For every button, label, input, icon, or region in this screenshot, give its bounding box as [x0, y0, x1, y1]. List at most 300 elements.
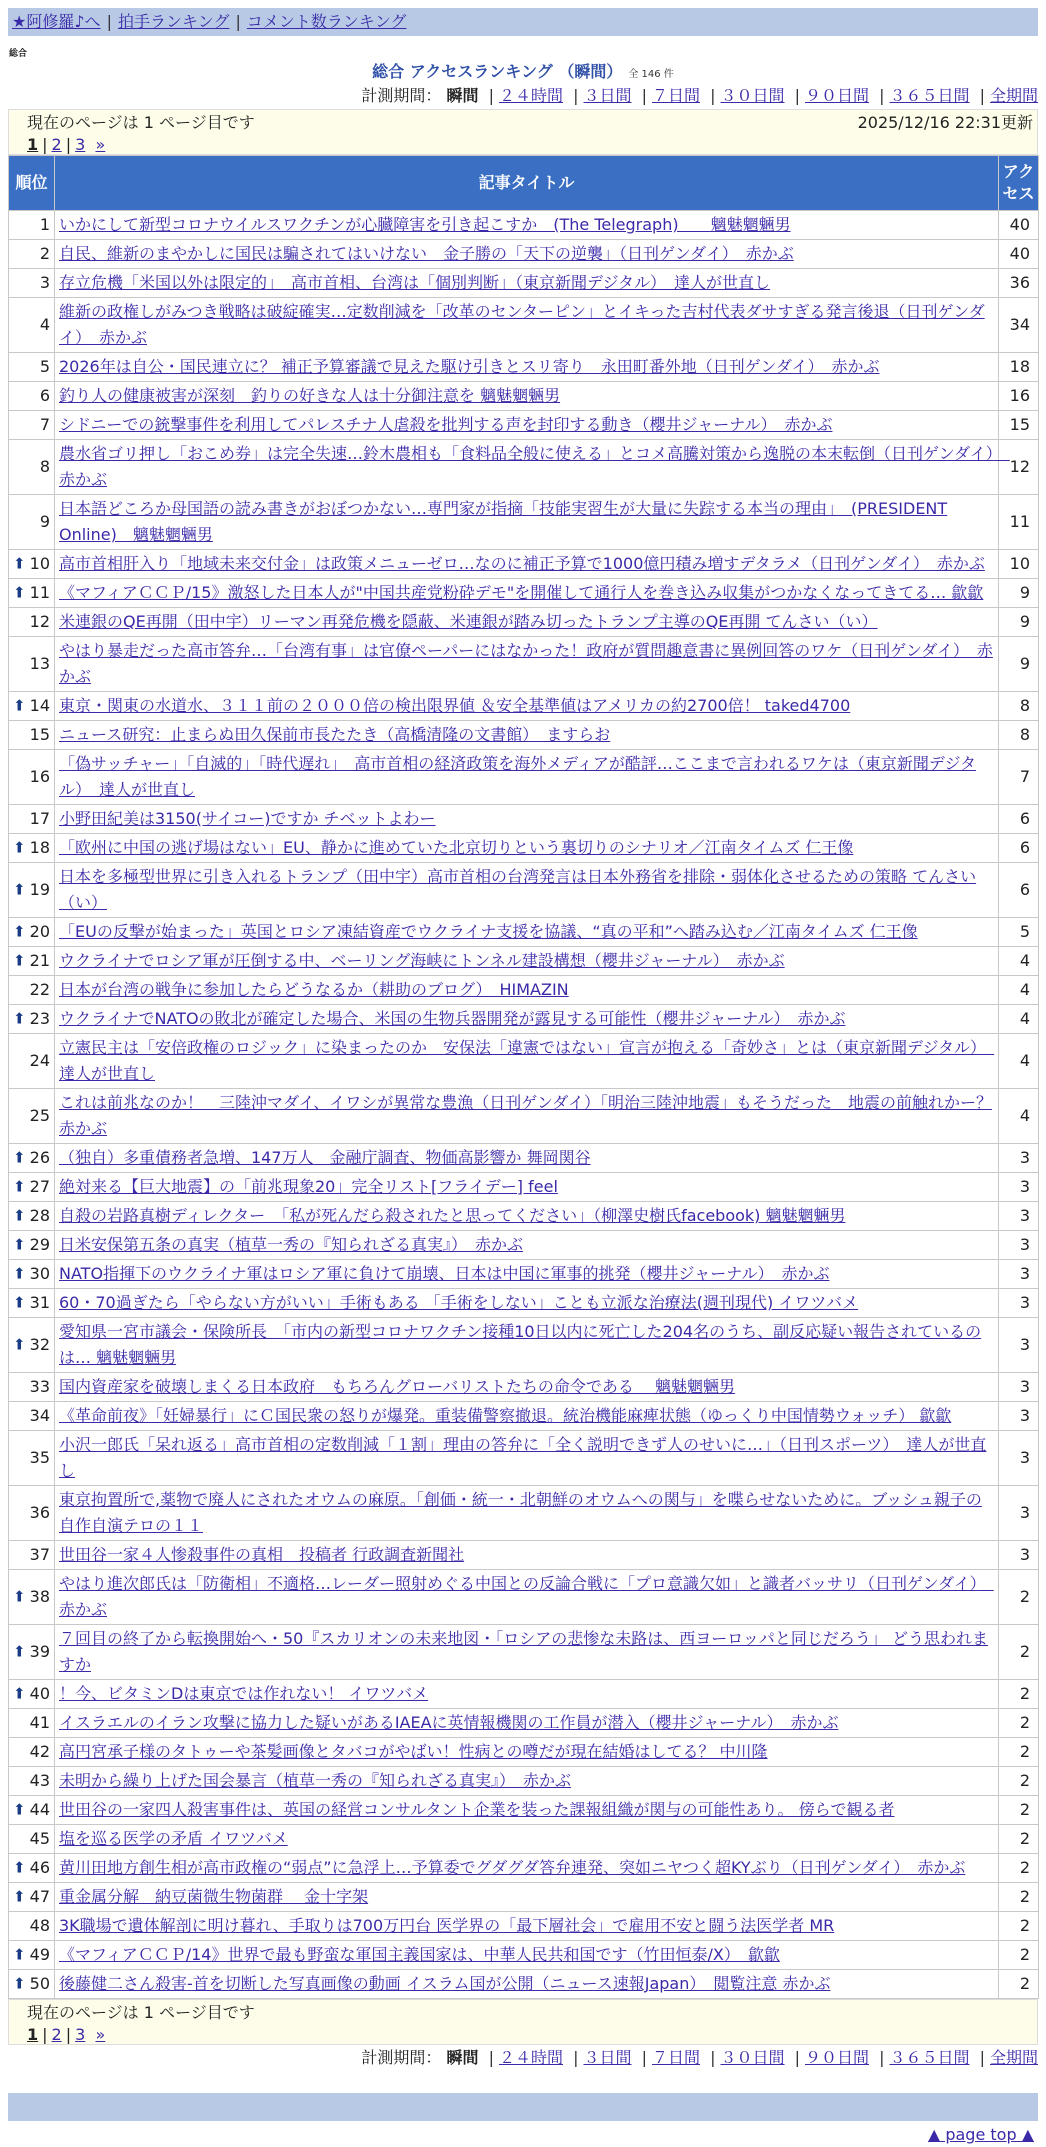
period-separator: |: [879, 86, 885, 105]
article-link[interactable]: 自民、維新のまやかしに国民は騙されてはいけない 金子勝の「天下の逆襲」（日刊ゲンダイ） 赤かぶ: [59, 244, 794, 263]
pager-separator: |: [42, 135, 48, 154]
rank-cell: [9, 834, 55, 863]
rank-number: 14: [29, 696, 50, 715]
article-link[interactable]: 高円宮承子様のタトゥーや茶髪画像とタバコがやばい！性病との噂だが現在結婚はしてる？ 中川隆: [59, 1742, 768, 1761]
article-link[interactable]: 重金属分解 納豆菌微生物菌群 金十字架: [59, 1887, 369, 1906]
article-link[interactable]: 自殺の岩路真樹ディレクター 「私が死んだら殺されたと思ってください」（柳澤史樹氏facebook) 魑魅魍魎男: [59, 1206, 846, 1225]
article-link[interactable]: 東京・関東の水道水、３１１前の２０００倍の検出限界値 ＆安全基準値はアメリカの約2700倍！ taked4700: [59, 696, 851, 715]
rank-cell: [9, 1005, 55, 1034]
access-count: 2: [999, 1912, 1039, 1941]
rank-number: 50: [29, 1974, 50, 1993]
title-cell: [55, 1202, 999, 1231]
article-link[interactable]: 国内資産家を破壊しまくる日本政府 もちろんグローバリストたちの命令である 魑魅魍魎男: [59, 1377, 735, 1396]
rank-number: 16: [29, 767, 50, 786]
article-link[interactable]: やはり進次郎氏は「防衛相」不適格…レーダー照射めぐる中国との反論合戦に「プロ意識欠如」と識者バッサリ（日刊ゲンダイ） 赤かぶ: [59, 1574, 994, 1619]
category-label: 総合: [9, 49, 28, 59]
up-arrow-icon: ⬆: [13, 1945, 26, 1964]
top-navigation: [8, 8, 1038, 36]
rank-cell: [9, 1970, 55, 1999]
rank-number: 36: [29, 1503, 50, 1522]
up-arrow-icon: ⬆: [13, 1335, 26, 1354]
nav-separator: |: [106, 12, 112, 31]
pager-next-link[interactable]: »: [95, 135, 106, 154]
article-link[interactable]: ７回目の終了から転換開始へ・50『スカリオンの未来地図・「ロシアの悲惨な未路は、西ヨーロッパと同じだろう」 どう思われますか: [59, 1629, 988, 1674]
article-link[interactable]: 黄川田地方創生相が高市政権の“弱点”に急浮上…予算委でグダグダ答弁連発、突如ニヤつく超KYぶり（日刊ゲンダイ） 赤かぶ: [59, 1858, 966, 1877]
rank-cell: [9, 1373, 55, 1402]
pager-next-link[interactable]: »: [95, 2025, 106, 2044]
table-row: [9, 1912, 1039, 1941]
rank-number: 46: [29, 1858, 50, 1877]
nav-link-comment-ranking[interactable]: コメント数ランキング: [246, 12, 407, 31]
rank-cell: [9, 1825, 55, 1854]
title-cell: [55, 1144, 999, 1173]
footer-bar: [8, 2093, 1038, 2121]
header-rank: 順位: [9, 156, 55, 211]
article-link[interactable]: 高市首相肝入り「地域未来交付金」は政策メニューゼロ…なのに補正予算で1000億円積み増すデタラメ（日刊ゲンダイ） 赤かぶ: [59, 554, 985, 573]
table-row: [9, 834, 1039, 863]
article-link[interactable]: 世田谷の一家四人殺害事件は、英国の経営コンサルタント企業を装った課報組織が関与の可能性あり。 傍らで観る者: [59, 1800, 895, 1819]
article-link[interactable]: 後藤健二さん殺害-首を切断した写真画像の動画 イスラム国が公開（ニュース速報Japan） 閲覧注意 赤かぶ: [59, 1974, 831, 1993]
access-count: 15: [999, 411, 1039, 440]
rank-number: 44: [29, 1800, 50, 1819]
title-cell: [55, 918, 999, 947]
access-count: 11: [999, 495, 1039, 550]
rank-cell: [9, 1144, 55, 1173]
access-count: 8: [999, 721, 1039, 750]
access-count: 2: [999, 1570, 1039, 1625]
table-row: [9, 440, 1039, 495]
rank-cell: [9, 608, 55, 637]
pager-link-page-3[interactable]: 3: [75, 2025, 86, 2044]
rank-number: 42: [29, 1742, 50, 1761]
table-row: [9, 240, 1039, 269]
title-cell: [55, 382, 999, 411]
title-cell: [55, 240, 999, 269]
page-top-link[interactable]: ▲ page top ▲: [927, 2125, 1034, 2144]
rank-cell: [9, 440, 55, 495]
period-link-90d[interactable]: ９０日間: [804, 86, 869, 105]
header-title: 記事タイトル: [55, 156, 999, 211]
rank-cell: [9, 1738, 55, 1767]
access-count: 10: [999, 550, 1039, 579]
rank-cell: [9, 918, 55, 947]
access-count: 3: [999, 1318, 1039, 1373]
up-arrow-icon: ⬆: [13, 951, 26, 970]
rank-cell: [9, 382, 55, 411]
ranking-table-body: [9, 211, 1039, 1999]
period-link-3d[interactable]: ３日間: [583, 2048, 632, 2067]
period-separator: |: [979, 2048, 985, 2067]
article-link[interactable]: 《革命前夜》「妊婦暴行」にＣ国民衆の怒りが爆発。重装備警察撤退。統治機能麻痺状態（ゆっくり中国情勢ウォッチ） 歙歙: [59, 1406, 952, 1425]
article-link[interactable]: 東京拘置所で,薬物で廃人にされたオウムの麻原。「創価・統一・北朝鮮のオウムへの関与」を喋らせないために。ブッシュ親子の自作自演テロの１１: [59, 1490, 982, 1535]
rank-cell: [9, 495, 55, 550]
period-link-365d[interactable]: ３６５日間: [889, 2048, 970, 2067]
rank-cell: [9, 976, 55, 1005]
article-link[interactable]: 立憲民主は「安倍政権のロジック」に染まったのか 安保法「違憲ではない」宣言が抱える「奇妙さ」とは（東京新聞デジタル） 達人が世直し: [59, 1038, 995, 1083]
table-row: [9, 608, 1039, 637]
table-row: [9, 1767, 1039, 1796]
period-link-all[interactable]: 全期間: [989, 86, 1038, 105]
title-cell: [55, 1231, 999, 1260]
access-count: 2: [999, 1825, 1039, 1854]
rank-cell: [9, 721, 55, 750]
footer-page-top: [8, 2123, 1034, 2147]
table-row: [9, 1289, 1039, 1318]
article-link[interactable]: 日本語どころか母国語の読み書きがおぼつかない…専門家が指摘「技能実習生が大量に失踪する本当の理由」 (PRESIDENT Online) 魑魅魍魎男: [59, 499, 948, 544]
access-count: 9: [999, 608, 1039, 637]
up-arrow-icon: ⬆: [13, 1642, 26, 1661]
title-cell: [55, 1034, 999, 1089]
access-count: 2: [999, 1767, 1039, 1796]
title-cell: [55, 1796, 999, 1825]
article-link[interactable]: 3K職場で遺体解剖に明け暮れ、手取りは700万円台 医学界の「最下層社会」で雇用不安と闘う法医学者 MR: [59, 1916, 835, 1935]
rank-number: 15: [29, 725, 50, 744]
article-link[interactable]: ！今、ビタミンDは東京では作れない！ イワツバメ: [59, 1684, 429, 1703]
article-link[interactable]: ウクライナでNATOの敗北が確定した場合、米国の生物兵器開発が露見する可能性（櫻井ジャーナル） 赤かぶ: [59, 1009, 846, 1028]
period-separator: |: [488, 2048, 494, 2067]
rank-cell: [9, 240, 55, 269]
period-link-24h[interactable]: ２４時間: [498, 2048, 563, 2067]
access-count: 4: [999, 1005, 1039, 1034]
title-cell: [55, 1625, 999, 1680]
title-cell: [55, 1912, 999, 1941]
rank-number: 5: [39, 357, 50, 376]
title-cell: [55, 353, 999, 382]
up-arrow-icon: ⬆: [13, 1887, 26, 1906]
period-link-7d[interactable]: ７日間: [651, 2048, 700, 2067]
access-count: 3: [999, 1541, 1039, 1570]
up-arrow-icon: ⬆: [13, 1206, 26, 1225]
period-separator: |: [641, 86, 647, 105]
period-link-30d[interactable]: ３０日間: [720, 2048, 785, 2067]
table-row: [9, 1709, 1039, 1738]
rank-cell: [9, 1796, 55, 1825]
up-arrow-icon: ⬆: [13, 583, 26, 602]
rank-number: 3: [39, 273, 50, 292]
table-row: [9, 550, 1039, 579]
period-label: 計測期間：: [361, 2048, 442, 2067]
access-count: 2: [999, 1796, 1039, 1825]
title-cell: [55, 692, 999, 721]
article-link[interactable]: （独自）多重債務者急増、147万人 金融庁調査、物価高影響か 舞岡関谷: [59, 1148, 591, 1167]
rank-cell: [9, 692, 55, 721]
pager-link-page-2[interactable]: 2: [51, 2025, 62, 2044]
article-link[interactable]: 「EUの反撃が始まった」英国とロシア凍結資産でウクライナ支援を協議、“真の平和”へ踏み込む／江南タイムズ 仁王像: [59, 922, 918, 941]
title-cell: [55, 1854, 999, 1883]
rank-cell: [9, 1431, 55, 1486]
pager-link-page-3[interactable]: 3: [75, 135, 86, 154]
article-link[interactable]: NATO指揮下のウクライナ軍はロシア軍に負けて崩壊、日本は中国に軍事的挑発（櫻井ジャーナル） 赤かぶ: [59, 1264, 830, 1283]
table-row: [9, 1854, 1039, 1883]
access-count: 9: [999, 637, 1039, 692]
rank-cell: [9, 750, 55, 805]
article-link[interactable]: 小野田紀美は3150(サイコー)ですか チベットよわー: [59, 809, 436, 828]
pager-link-page-2[interactable]: 2: [51, 135, 62, 154]
pager-separator: |: [42, 2025, 48, 2044]
rank-cell: [9, 1231, 55, 1260]
table-row: [9, 1796, 1039, 1825]
article-link[interactable]: 「偽サッチャー」「自滅的」「時代遅れ」 高市首相の経済政策を海外メディアが酷評…ここまで言われるワケは（東京新聞デジタル） 達人が世直し: [59, 754, 976, 799]
period-selector-bottom: [8, 2047, 1038, 2069]
rank-number: 31: [29, 1293, 50, 1312]
rank-cell: [9, 1034, 55, 1089]
current-page-text: 現在のページは 1 ページ目です: [27, 113, 255, 132]
article-link[interactable]: 60・70過ぎたら「やらない方がいい」手術もある 「手術をしない」ことも立派な治療法(週刊現代) イワツバメ: [59, 1293, 859, 1312]
rank-cell: [9, 637, 55, 692]
title-cell: [55, 1883, 999, 1912]
table-row: [9, 863, 1039, 918]
article-link[interactable]: 存立危機「米国以外は限定的」 高市首相、台湾は「個別判断」（東京新聞デジタル） 達人が世直し: [59, 273, 771, 292]
table-row: [9, 1680, 1039, 1709]
rank-number: 6: [39, 386, 50, 405]
title-cell: [55, 440, 1010, 495]
rank-cell: [9, 863, 55, 918]
rank-cell: [9, 411, 55, 440]
rank-number: 26: [29, 1148, 50, 1167]
nav-link-asyura-home[interactable]: ★阿修羅♪へ: [12, 12, 101, 31]
nav-separator: |: [235, 12, 241, 31]
period-separator: |: [573, 86, 579, 105]
ranking-title-text: 総合 アクセスランキング （瞬間）: [372, 62, 623, 81]
table-row: [9, 1402, 1039, 1431]
rank-number: 21: [29, 951, 50, 970]
rank-cell: [9, 1709, 55, 1738]
access-count: 3: [999, 1231, 1039, 1260]
article-link[interactable]: 2026年は自公・国民連立に？ 補正予算審議で見えた駆け引きとスリ寄り 永田町番外地（日刊ゲンダイ） 赤かぶ: [59, 357, 880, 376]
rank-number: 13: [29, 654, 50, 673]
period-link-30d[interactable]: ３０日間: [720, 86, 785, 105]
article-link[interactable]: やはり暴走だった高市答弁…「台湾有事」は官僚ペーパーにはなかった！政府が質問趣意書に異例回答のワケ（日刊ゲンダイ） 赤かぶ: [59, 641, 993, 686]
nav-link-clap-ranking[interactable]: 拍手ランキング: [117, 12, 230, 31]
rank-number: 17: [29, 809, 50, 828]
period-link-90d[interactable]: ９０日間: [804, 2048, 869, 2067]
access-count: 34: [999, 298, 1039, 353]
rank-cell: [9, 550, 55, 579]
access-count: 8: [999, 692, 1039, 721]
title-cell: [55, 947, 999, 976]
title-cell: [55, 976, 999, 1005]
pager-separator: |: [65, 2025, 72, 2044]
title-cell: [55, 269, 999, 298]
article-link[interactable]: イスラエルのイラン攻撃に協力した疑いがあるIAEAに英情報機関の工作員が潜入（櫻井ジャーナル） 赤かぶ: [59, 1713, 839, 1732]
title-cell: [55, 211, 999, 240]
access-count: 9: [999, 579, 1039, 608]
pager-bottom: [8, 1999, 1038, 2045]
access-count: 2: [999, 1709, 1039, 1738]
article-link[interactable]: シドニーでの銃撃事件を利用してパレスチナ人虐殺を批判する声を封印する動き（櫻井ジャーナル） 赤かぶ: [59, 415, 833, 434]
title-cell: [55, 411, 999, 440]
rank-cell: [9, 805, 55, 834]
rank-number: 7: [39, 415, 50, 434]
access-count: 3: [999, 1260, 1039, 1289]
period-link-7d[interactable]: ７日間: [651, 86, 700, 105]
rank-number: 11: [29, 583, 50, 602]
article-link[interactable]: 「欧州に中国の逃げ場はない」EU、静かに進めていた北京切りという裏切りのシナリオ／江南タイムズ 仁王像: [59, 838, 854, 857]
table-row: [9, 211, 1039, 240]
access-count: 18: [999, 353, 1039, 382]
rank-cell: [9, 1089, 55, 1144]
rank-cell: [9, 1173, 55, 1202]
table-row: [9, 1318, 1039, 1373]
rank-number: 48: [29, 1916, 50, 1935]
article-link[interactable]: 《マフィアＣＣＰ/15》激怒した日本人が"中国共産党粉砕デモ"を開催して通行人を巻き込み収集がつかなくなってきてる… 歙歙: [59, 583, 984, 602]
period-separator: |: [979, 86, 985, 105]
current-page-text: 現在のページは 1 ページ目です: [27, 2003, 255, 2022]
article-link[interactable]: 小沢一郎氏「呆れ返る」高市首相の定数削減「１割」理由の答弁に「全く説明できず人のせいに…」（日刊スポーツ） 達人が世直し: [59, 1435, 987, 1480]
ranking-total-count: 全 146 件: [628, 69, 674, 80]
access-count: 4: [999, 947, 1039, 976]
rank-cell: [9, 1767, 55, 1796]
title-cell: [55, 1941, 999, 1970]
rank-cell: [9, 1318, 55, 1373]
rank-cell: [9, 947, 55, 976]
rank-number: 43: [29, 1771, 50, 1790]
article-link[interactable]: 世田谷一家４人惨殺事件の真相 投稿者 行政調査新聞社: [59, 1545, 465, 1564]
pager-current-page: 1: [27, 135, 39, 154]
period-link-365d[interactable]: ３６５日間: [889, 86, 970, 105]
title-cell: [55, 608, 999, 637]
article-link[interactable]: 米連銀のQE再開（田中宇）リーマン再発危機を隠蔽、米連銀が踏み切ったトランプ主導のQE再開 てんさい（い）: [59, 612, 878, 631]
table-row: [9, 692, 1039, 721]
up-arrow-icon: ⬆: [13, 1974, 26, 1993]
article-link[interactable]: 日米安保第五条の真実（植草一秀の『知られざる真実』） 赤かぶ: [59, 1235, 524, 1254]
table-row: [9, 976, 1039, 1005]
table-row: [9, 1970, 1039, 1999]
table-row: [9, 1738, 1039, 1767]
article-link[interactable]: 絶対来る【巨大地震】の「前兆現象20」完全リスト[フライデー] feel: [59, 1177, 558, 1196]
rank-number: 8: [39, 457, 50, 476]
access-count: 2: [999, 1625, 1039, 1680]
access-count: 2: [999, 1680, 1039, 1709]
table-row: [9, 1144, 1039, 1173]
table-row: [9, 1202, 1039, 1231]
rank-cell: [9, 298, 55, 353]
period-separator: |: [488, 86, 494, 105]
access-count: 12: [999, 440, 1039, 495]
access-count: 3: [999, 1431, 1039, 1486]
up-arrow-icon: ⬆: [13, 838, 26, 857]
article-link[interactable]: 日本が台湾の戦争に参加したらどうなるか（耕助のブログ） HIMAZIN: [59, 980, 569, 999]
article-link[interactable]: ニュース研究：止まらぬ田久保前市長たたき（高橋清隆の文書館） ますらお: [59, 725, 611, 744]
title-cell: [55, 834, 999, 863]
article-link[interactable]: 塩を巡る医学の矛盾 イワツバメ: [59, 1829, 288, 1848]
period-separator: |: [710, 2048, 716, 2067]
rank-cell: [9, 353, 55, 382]
access-count: 4: [999, 976, 1039, 1005]
access-count: 3: [999, 1202, 1039, 1231]
up-arrow-icon: ⬆: [13, 880, 26, 899]
table-row: [9, 1034, 1039, 1089]
rank-cell: [9, 1625, 55, 1680]
up-arrow-icon: ⬆: [13, 1009, 26, 1028]
table-row: [9, 1570, 1039, 1625]
table-row: [9, 721, 1039, 750]
rank-number: 9: [39, 512, 50, 531]
table-row: [9, 805, 1039, 834]
access-count: 2: [999, 1738, 1039, 1767]
ranking-table: [8, 155, 1039, 1999]
up-arrow-icon: ⬆: [13, 1587, 26, 1606]
period-link-24h[interactable]: ２４時間: [498, 86, 563, 105]
period-current: 瞬間: [446, 2048, 479, 2067]
rank-cell: [9, 269, 55, 298]
rank-number: 49: [29, 1945, 50, 1964]
article-link[interactable]: 未明から繰り上げた国会暴言（植草一秀の『知られざる真実』） 赤かぶ: [59, 1771, 572, 1790]
rank-cell: [9, 1541, 55, 1570]
rank-cell: [9, 1486, 55, 1541]
rank-number: 39: [29, 1642, 50, 1661]
rank-number: 28: [29, 1206, 50, 1225]
article-link[interactable]: これは前兆なのか！ 三陸沖マダイ、イワシが異常な豊漁（日刊ゲンダイ）「明治三陸沖地震」もそうだった 地震の前触れかー？ 赤かぶ: [59, 1093, 992, 1138]
title-cell: [55, 1173, 999, 1202]
rank-cell: [9, 1260, 55, 1289]
access-count: 40: [999, 211, 1039, 240]
rank-number: 40: [29, 1684, 50, 1703]
title-cell: [55, 805, 999, 834]
rank-number: 25: [29, 1106, 50, 1125]
article-link[interactable]: 愛知県一宮市議会・保険所長 「市内の新型コロナワクチン接種10日以内に死亡した204名のうち、副反応疑い報告されているのは… 魑魅魍魎男: [59, 1322, 982, 1367]
rank-number: 10: [29, 554, 50, 573]
title-cell: [55, 721, 999, 750]
access-count: 2: [999, 1883, 1039, 1912]
pager-top: [8, 109, 1038, 155]
table-row: [9, 637, 1039, 692]
rank-number: 27: [29, 1177, 50, 1196]
access-count: 6: [999, 863, 1039, 918]
rank-number: 12: [29, 612, 50, 631]
up-arrow-icon: ⬆: [13, 1800, 26, 1819]
article-link[interactable]: 釣り人の健康被害が深刻 釣りの好きな人は十分御注意を 魑魅魍魎男: [59, 386, 561, 405]
access-count: 40: [999, 240, 1039, 269]
rank-number: 41: [29, 1713, 50, 1732]
access-count: 3: [999, 1144, 1039, 1173]
table-row: [9, 579, 1039, 608]
rank-number: 45: [29, 1829, 50, 1848]
rank-number: 32: [29, 1335, 50, 1354]
up-arrow-icon: ⬆: [13, 1177, 26, 1196]
access-count: 3: [999, 1173, 1039, 1202]
title-cell: [55, 1318, 999, 1373]
rank-cell: [9, 1883, 55, 1912]
period-link-all[interactable]: 全期間: [989, 2048, 1038, 2067]
article-link[interactable]: ウクライナでロシア軍が圧倒する中、ベーリング海峡にトンネル建設構想（櫻井ジャーナル） 赤かぶ: [59, 951, 785, 970]
up-arrow-icon: ⬆: [13, 1684, 26, 1703]
ranking-title: [0, 61, 1046, 83]
table-row: [9, 1231, 1039, 1260]
article-link[interactable]: 維新の政権しがみつき戦略は破綻確実…定数削減を「改革のセンターピン」とイキった吉村代表ダサすぎる発言後退（日刊ゲンダイ） 赤かぶ: [59, 302, 985, 347]
rank-number: 18: [29, 838, 50, 857]
article-link[interactable]: 農水省ゴリ押し「おこめ券」は完全失速…鈴木農相も「食料品全般に使える」とコメ高騰対策から逸脱の本末転倒（日刊ゲンダイ） 赤かぶ: [59, 444, 1010, 489]
rank-cell: [9, 1402, 55, 1431]
article-link[interactable]: 日本を多極型世界に引き入れるトランプ（田中宇）高市首相の台湾発言は日本外務省を排除・弱体化させるための策略 てんさい（い）: [59, 867, 977, 912]
period-link-3d[interactable]: ３日間: [583, 86, 632, 105]
table-row: [9, 1089, 1039, 1144]
access-count: 4: [999, 1034, 1039, 1089]
table-row: [9, 1260, 1039, 1289]
article-link[interactable]: 《マフィアＣＣＰ/14》世界で最も野蛮な軍国主義国家は、中華人民共和国です（竹田恒泰/X） 歙歙: [59, 1945, 780, 1964]
table-row: [9, 1883, 1039, 1912]
rank-number: 33: [29, 1377, 50, 1396]
title-cell: [55, 298, 999, 353]
table-row: [9, 947, 1039, 976]
access-count: 3: [999, 1402, 1039, 1431]
rank-cell: [9, 1202, 55, 1231]
article-link[interactable]: いかにして新型コロナウイルスワクチンが心臓障害を引き起こすか (The Telegraph) 魑魅魍魎男: [59, 215, 791, 234]
rank-number: 47: [29, 1887, 50, 1906]
period-current: 瞬間: [446, 86, 479, 105]
pager-separator: |: [65, 135, 72, 154]
title-cell: [55, 1486, 999, 1541]
